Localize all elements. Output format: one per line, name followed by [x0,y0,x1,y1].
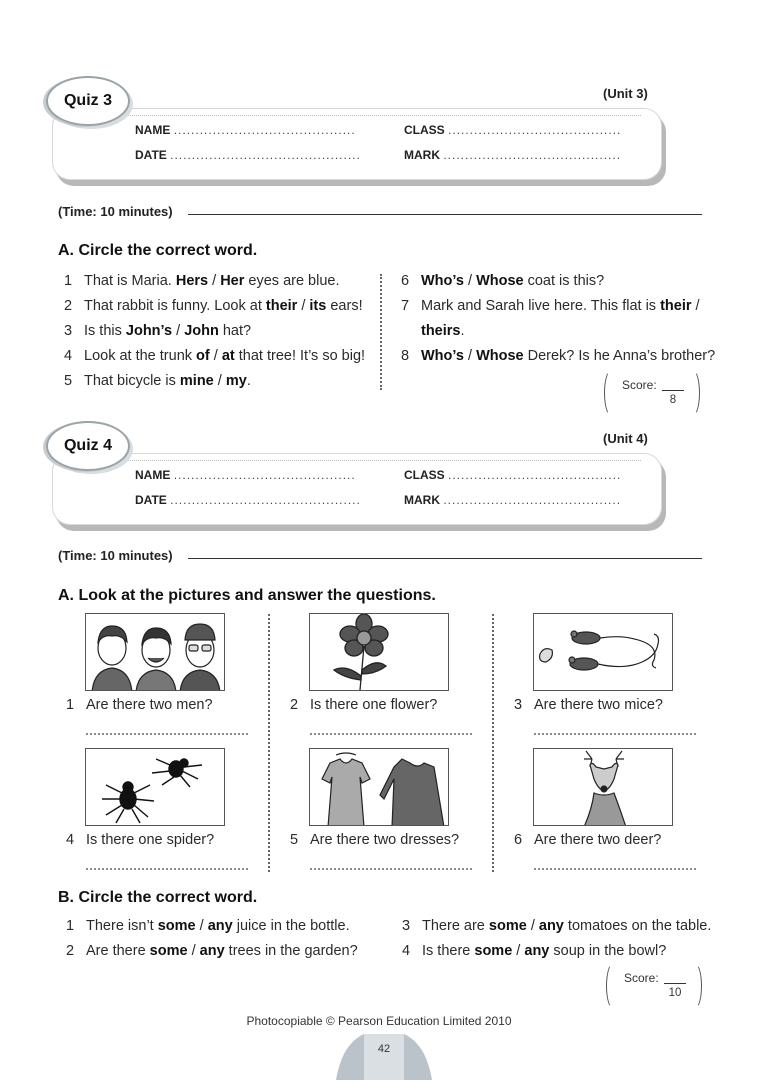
name-label: NAME [135,123,171,137]
q4-question-6 [514,832,661,848]
quiz3-header-panel [52,108,662,180]
option[interactable]: Whose [476,273,524,289]
quiz3-class-field[interactable] [404,123,621,137]
score-label: Score: [624,971,659,985]
quiz3-title: Quiz 3 [63,92,112,109]
q4b-item-3: 3 There are some / any tomatoes on the table. [402,918,712,934]
quiz4-section-b-title: B. Circle the correct word. [58,889,258,906]
class-blank[interactable]: ........................................ [448,468,622,482]
question-number: 5 [290,832,299,848]
paren-left [604,370,618,416]
option[interactable]: theirs [421,323,461,339]
two-spiders-picture [85,748,225,826]
date-label: DATE [135,148,167,162]
q3-item-1: 1 That is Maria. Hers / Her eyes are blue. [64,273,340,289]
q4b-item-4: 4 Is there some / any soup in the bowl? [402,943,667,959]
option[interactable]: any [199,943,225,959]
option[interactable]: their [660,298,692,314]
date-blank[interactable]: ............................................ [170,148,361,162]
quiz3-unit: (Unit 3) [603,86,648,101]
option[interactable]: some [474,943,513,959]
quiz4-badge [46,421,130,471]
date-label: DATE [135,493,167,507]
q4-question-5 [290,832,459,848]
page-number: 42 [377,1043,391,1055]
option[interactable]: any [524,943,550,959]
question-number: 3 [514,697,523,713]
option[interactable]: my [225,373,247,389]
two-dresses-picture [309,748,449,826]
q3-item-8: 8 Who’s / Whose Derek? Is he Anna’s brother? [401,348,716,364]
quiz4-unit: (Unit 4) [603,431,648,446]
score-total: 8 [669,394,677,406]
option[interactable]: any [207,918,233,934]
q3-item-5: 5 That bicycle is mine / my. [64,373,251,389]
panel-dotted-rule [103,460,641,461]
flower-picture [309,613,449,691]
option[interactable]: its [309,298,327,314]
question-text: Is there one spider? [86,832,215,848]
mark-blank[interactable]: ......................................... [443,493,622,507]
q4b-item-1: 1 There isn’t some / any juice in the bottle. [66,918,350,934]
quiz4-mark-field[interactable] [404,493,621,507]
deer-picture [533,748,673,826]
question-number: 2 [290,697,299,713]
flower-icon [310,614,449,691]
mark-label: MARK [404,148,440,162]
three-men-icon [86,614,225,691]
q3-item-3: 3 Is this John’s / John hat? [64,323,252,339]
column-divider [380,274,382,390]
name-blank[interactable]: .......................................... [173,123,356,137]
score-blank[interactable] [662,390,684,391]
panel-dotted-rule [103,115,641,116]
copyright-footer: Photocopiable © Pearson Education Limited 2010 [246,1014,512,1028]
question-text: Are there two mice? [534,697,663,713]
option[interactable]: of [196,348,210,364]
quiz4-section-a-title: A. Look at the pictures and answer the questions. [58,587,436,604]
question-text: Is there one flower? [310,697,438,713]
quiz3-name-field[interactable] [135,123,356,137]
option[interactable]: Whose [476,348,524,364]
mark-label: MARK [404,493,440,507]
option[interactable]: some [149,943,188,959]
class-blank[interactable]: ........................................ [448,123,622,137]
name-blank[interactable]: .......................................... [173,468,356,482]
score-total: 10 [668,987,682,999]
option[interactable]: Her [220,273,245,289]
option[interactable]: some [157,918,196,934]
quiz3-time-line [188,214,702,215]
quiz4-name-field[interactable] [135,468,356,482]
quiz4-time-line [188,558,702,559]
quiz3-section-a-title: A. Circle the correct word. [58,242,258,259]
quiz3-time: (Time: 10 minutes) [58,204,173,219]
option[interactable]: John’s [125,323,173,339]
quiz4-class-field[interactable] [404,468,621,482]
answer-line-3[interactable] [534,733,696,735]
option[interactable]: at [221,348,235,364]
quiz3-date-field[interactable] [135,148,361,162]
page-tab-shape [336,1034,432,1080]
option[interactable]: John [184,323,219,339]
score-blank[interactable] [664,983,686,984]
question-number: 1 [66,697,75,713]
question-number: 6 [514,832,523,848]
paren-right [686,370,700,416]
q3-item-6: 6 Who’s / Whose coat is this? [401,273,605,289]
option[interactable]: Hers [175,273,209,289]
quiz4-title: Quiz 4 [63,437,112,454]
q4-question-1 [66,697,213,713]
quiz4-header-panel [52,453,662,525]
q4-question-3 [514,697,663,713]
option[interactable]: Who’s [421,348,464,364]
score-label: Score: [622,378,657,392]
mark-blank[interactable]: ......................................... [443,148,622,162]
column-divider [492,614,494,872]
option[interactable]: some [488,918,527,934]
deer-icon [534,749,673,826]
question-number: 4 [66,832,75,848]
class-label: CLASS [404,468,445,482]
paren-left [606,963,620,1009]
question-text: Are there two men? [86,697,213,713]
name-label: NAME [135,468,171,482]
option[interactable]: mine [179,373,214,389]
question-text: Are there two dresses? [310,832,460,848]
class-label: CLASS [404,123,445,137]
q4-question-4 [66,832,214,848]
answer-line-4[interactable] [86,868,248,870]
two-mice-picture [533,613,673,691]
q3-item-7-cont: theirs. [421,323,465,339]
date-blank[interactable]: ............................................ [170,493,361,507]
answer-line-2[interactable] [310,733,472,735]
mice-icon [534,614,673,691]
answer-line-5[interactable] [310,868,472,870]
question-text: Are there two deer? [534,832,662,848]
quiz3-mark-field[interactable] [404,148,621,162]
quiz4-date-field[interactable] [135,493,361,507]
option[interactable]: any [538,918,564,934]
spider-icon [86,749,225,826]
option[interactable]: their [265,298,298,314]
answer-line-1[interactable] [86,733,248,735]
quiz4-time: (Time: 10 minutes) [58,548,173,563]
q4-question-2 [290,697,437,713]
option[interactable]: Who’s [421,273,464,289]
three-men-picture [85,613,225,691]
page-number-tab [336,1034,432,1080]
quiz3-score-box [604,370,700,416]
paren-right [688,963,702,1009]
q3-item-2: 2 That rabbit is funny. Look at their / its ears! [64,298,363,314]
column-divider [268,614,270,872]
dress-icon [310,749,449,826]
answer-line-6[interactable] [534,868,696,870]
q4b-item-2: 2 Are there some / any trees in the garden? [66,943,358,959]
q3-item-7: 7 Mark and Sarah live here. This flat is their / [401,298,700,314]
quiz3-badge [46,76,130,126]
q3-item-4: 4 Look at the trunk of / at that tree! It’s so big! [64,348,366,364]
quiz4-score-box [606,963,702,1009]
